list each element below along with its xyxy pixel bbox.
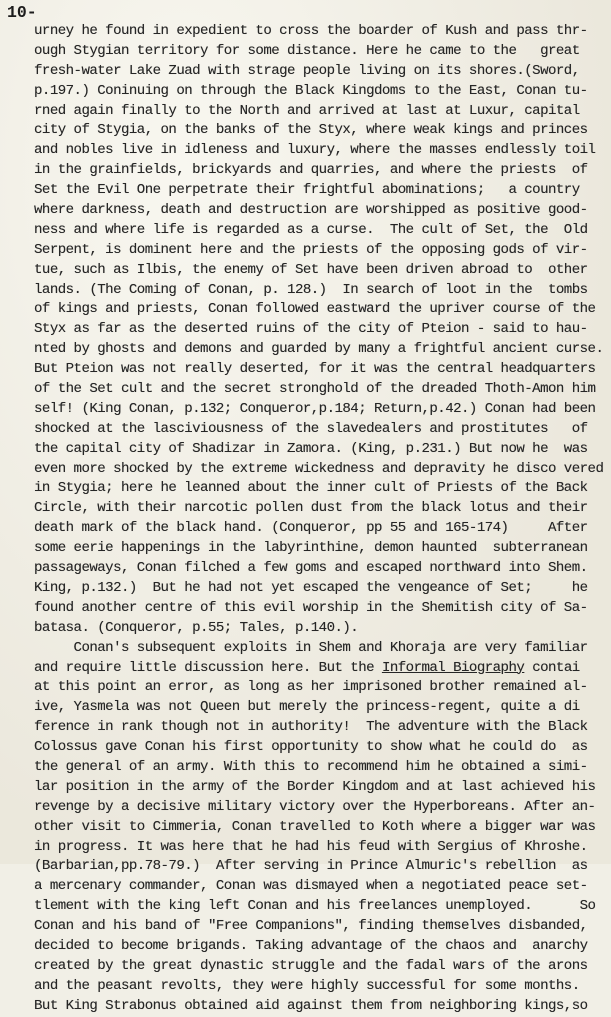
text-line: at this point an error, as long as her imprisoned brother remained al- [34,679,588,696]
text-line: (Barbarian,pp.78-79.) After serving in Prince Almuric's rebellion as [34,858,588,875]
text-line: ough Stygian territory for some distance. Here he came to the great [34,42,580,59]
text-line: in Stygia; here he leanned about the inner cult of Priests of the Back [34,480,588,497]
text-line: other visit to Cimmeria, Conan travelled to Koth where a bigger war was [34,818,596,835]
text-line: the general of an army. With this to recommend him he obtained a simi- [34,758,588,775]
text-line: lar position in the army of the Border Kingdom and at last achieved his [34,778,596,795]
text-fragment: and require little discussion here. But the [34,659,382,676]
text-line: p.197.) Coninuing on through the Black Kingdoms to the East, Conan tu- [34,82,588,99]
text-line-with-underline [34,659,606,679]
text-line: tlement with the king left Conan and his freelances unemployed. So [34,898,596,915]
page-number: 10- [7,3,37,22]
underlined-title: Informal Biography [381,659,525,676]
text-line: revenge by a decisive military victory over the Hyperboreans. After an- [34,798,596,815]
text-line: tue, such as Ilbis, the enemy of Set have been driven abroad to other [34,261,588,278]
text-line: death mark of the black hand. (Conqueror, pp 55 and 165-174) After [34,520,588,537]
text-line: decided to become brigands. Taking advantage of the chaos and anarchy [34,937,588,954]
text-line: Conan and his band of "Free Companions", finding themselves disbanded, [34,918,588,935]
text-line: and the peasant revolts, they were highly successful for some months. [34,977,580,994]
paragraph-start-line: Conan's subsequent exploits in Shem and Khoraja are very familiar [34,639,588,656]
text-line: of the Set cult and the secret stronghold of the dreaded Thoth-Amon him [34,381,596,398]
text-line: a mercenary commander, Conan was dismayed when a negotiated peace set- [34,878,588,895]
text-line: even more shocked by the extreme wickedness and depravity he disco vered [34,460,604,477]
text-line: in progress. It was here that he had his feud with Sergius of Khroshe. [34,838,588,855]
text-line: created by the great dynastic struggle and the fadal wars of the arons [34,957,588,974]
text-line: urney he found in expedient to cross the boarder of Kush and pass thr- [34,23,588,39]
text-line: King, p.132.) But he had not yet escaped the vengeance of Set; he [34,579,588,596]
text-line: Colossus gave Conan his first opportunity to show what he could do as [34,739,588,756]
text-line: lands. (The Coming of Conan, p. 128.) In search of loot in the tombs [34,281,588,298]
text-line: city of Stygia, on the banks of the Styx, where weak kings and princes [34,122,588,139]
text-line: batasa. (Conqueror, p.55; Tales, p.140.). [34,619,359,636]
text-line: But King Strabonus obtained aid against them from neighboring kings,so [34,997,588,1014]
text-line: ness and where life is regarded as a curse. The cult of Set, the Old [34,221,588,238]
text-line: and nobles live in idleness and luxury, where the masses endlessly toil [34,142,596,159]
text-line: passageways, Conan filched a few goms and escaped northward into Shem. [34,560,588,577]
text-line: rned again finally to the North and arrived at last at Luxur, capital [34,102,580,119]
text-line: fresh-water Lake Zuad with strage people living on its shores.(Sword, [34,62,580,79]
text-line: found another centre of this evil worship in the Shemitish city of Sa- [34,599,588,616]
text-line: self! (King Conan, p.132; Conqueror,p.184; Return,p.42.) Conan had been [34,400,596,417]
text-fragment: contai [524,659,580,676]
text-line: Set the Evil One perpetrate their frightful abominations; a country [34,182,580,199]
text-line: shocked at the lasciviousness of the slavedealers and prostitutes of [34,420,588,437]
body-text [34,22,606,1017]
text-line: Styx as far as the deserted ruins of the city of Pteion - said to hau- [34,321,588,338]
text-line: the capital city of Shadizar in Zamora. (King, p.231.) But now he was [34,440,588,457]
text-line: ive, Yasmela was not Queen but merely the princess-regent, quite a di [34,699,580,716]
text-line: Circle, with their narcotic pollen dust from the black lotus and their [34,500,588,517]
text-line: ference in rank though not in authority! The adventure with the Black [34,719,588,736]
text-line: of kings and priests, Conan followed eastward the upriver course of the [34,301,596,318]
text-line: where darkness, death and destruction are worshipped as positive good- [34,202,588,219]
text-line: some eerie happenings in the labyrinthine, demon haunted subterranean [34,540,588,557]
text-line: But Pteion was not really deserted, for it was the central headquarters [34,361,596,378]
text-line: in the grainfields, brickyards and quarries, and where the priests of [34,162,588,179]
text-line: nted by ghosts and demons and guarded by many a frightful ancient curse. [34,341,604,358]
text-line: Serpent, is dominent here and the priests of the opposing gods of vir- [34,241,588,258]
